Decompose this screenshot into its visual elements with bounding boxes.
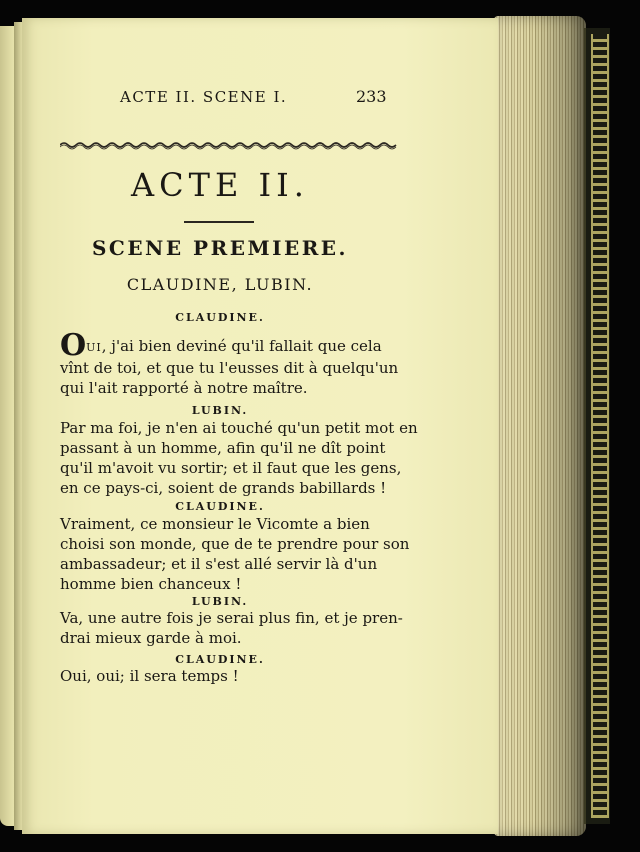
speech-line: Vraiment, ce monsieur le Vicomte a bien [60,515,370,533]
speech-text [60,418,418,498]
act-title: ACTE II. [131,166,309,204]
speech-line-rest: , j'ai bien deviné qu'il fallait que cela [101,337,382,355]
scene-title: SCENE PREMIERE. [91,236,349,260]
gilt-cover-border [584,28,610,824]
smallcaps-word: UI [86,341,102,354]
character-list: CLAUDINE, LUBIN. [126,275,314,294]
speech-line: vînt de toi, et que tu l'eusses dit à quelqu'un [60,359,399,377]
speech-line: Oui, oui; il sera temps ! [60,667,239,685]
speaker-name: CLAUDINE. [175,653,265,666]
page-text [22,18,498,834]
speaker-name: CLAUDINE. [175,311,265,324]
page-edges-shade [494,16,586,836]
speaker-name: LUBIN. [191,595,249,608]
speech-text [60,666,410,686]
speech-line: qui l'ait rapporté à notre maître. [60,379,308,397]
speech-line: passant à un homme, afin qu'il ne dît point [60,439,386,457]
greek-key-pattern [591,34,609,818]
book-page [22,18,498,834]
speech-text [60,514,410,594]
speaker-name: CLAUDINE. [175,500,265,513]
speech-line: drai mieux garde à moi. [60,629,242,647]
speech-line: en ce pays-ci, soient de grands babillards ! [60,479,387,497]
speech-line: choisi son monde, que de te prendre pour son [60,535,410,553]
speech-line: Par ma foi, je n'en ai touché qu'un petit mot en [60,419,418,437]
speech-text [60,328,410,398]
speaker-name: LUBIN. [191,404,249,417]
ornamental-rule [60,140,400,150]
speech-line [60,328,410,363]
speech-line: qu'il m'avoit vu sortir; et il faut que les gens, [60,459,402,477]
speech-line: homme bien chanceux ! [60,575,242,593]
title-rule [184,221,254,223]
speech-line: ambassadeur; et il s'est allé servir là d'un [60,555,378,573]
drop-cap: O [60,328,87,363]
speech-text [60,608,410,648]
page-number: 233 [356,87,387,106]
speech-line: Va, une autre fois je serai plus fin, et je pren- [60,609,403,627]
running-head: ACTE II. SCENE I. [120,88,288,106]
